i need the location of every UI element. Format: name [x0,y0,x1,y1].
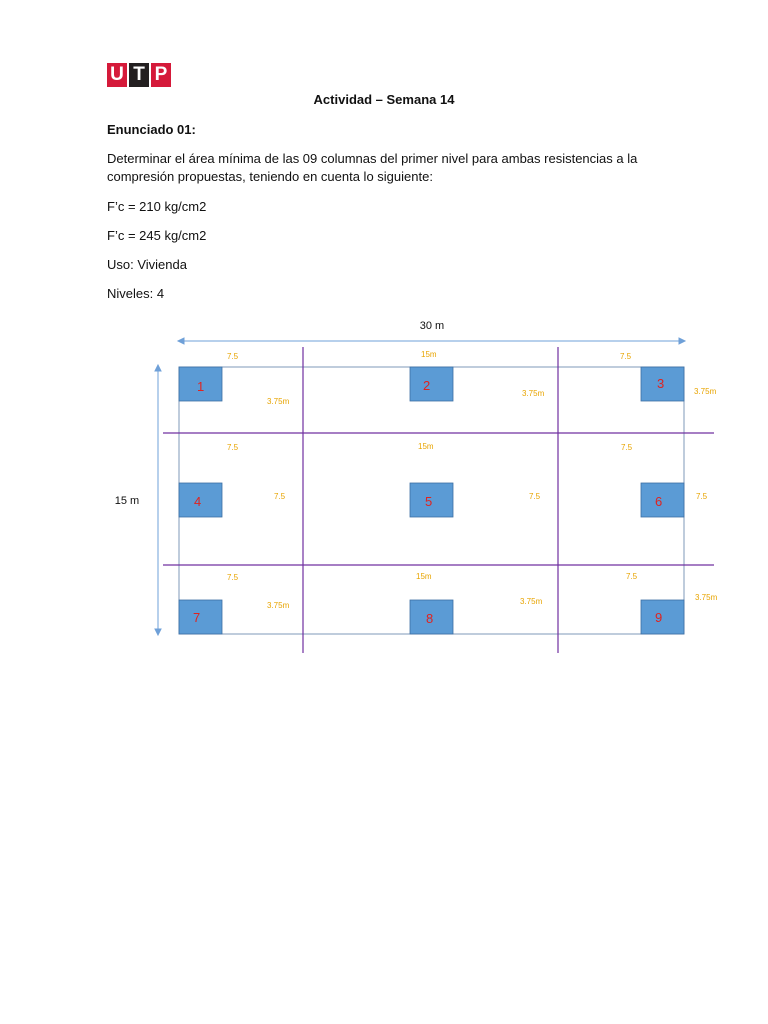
logo-letter-u: U [107,63,127,87]
statement-line-2: compresión propuestas, teniendo en cuenta lo siguiente: [107,169,433,184]
dim-bottom-center: 15m [416,572,432,581]
dim-row3-right: 3.75m [695,593,718,602]
dim-row2-left: 7.5 [274,492,286,501]
dim-mid-left: 7.5 [227,443,239,452]
column-6 [641,483,684,517]
statement-line-1: Determinar el área mínima de las 09 columnas del primer nivel para ambas resistencias a la [107,151,638,166]
width-label: 30 m [419,320,445,332]
column-number-5: 5 [425,494,433,509]
dim-row2-right: 7.5 [696,492,708,501]
dim-bottom-right: 7.5 [626,572,638,581]
column-number-3: 3 [657,376,665,391]
dim-row2-center: 7.5 [529,492,541,501]
logo-letter-t: T [129,63,149,87]
column-number-8: 8 [426,611,434,626]
dim-top-left: 7.5 [227,352,239,361]
dim-row3-center: 3.75m [520,597,543,606]
dim-mid-right: 7.5 [621,443,633,452]
column-number-9: 9 [655,610,663,625]
dim-bottom-left: 7.5 [227,573,239,582]
width-dimension-arrow [178,338,685,344]
dim-top-right: 7.5 [620,352,632,361]
param-uso: Uso: Vivienda [107,257,187,272]
column-number-7: 7 [193,610,201,625]
dim-row1-right: 3.75m [694,387,717,396]
param-fc-210: F’c = 210 kg/cm2 [107,199,207,214]
height-dimension-arrow [155,365,161,635]
height-label: 15 m [114,495,140,507]
column-2 [410,367,453,401]
dim-mid-center: 15m [418,442,434,451]
column-7 [179,600,222,634]
column-number-1: 1 [197,379,205,394]
column-number-2: 2 [423,378,431,393]
dim-row3-left: 3.75m [267,601,290,610]
section-heading: Enunciado 01: [107,122,196,137]
dim-row1-left: 3.75m [267,397,290,406]
dim-row1-center: 3.75m [522,389,545,398]
param-niveles: Niveles: 4 [107,286,165,301]
column-number-6: 6 [655,494,663,509]
dim-top-center: 15m [421,350,437,359]
column-9 [641,600,684,634]
page-title: Actividad – Semana 14 [313,92,455,107]
param-fc-245: F’c = 245 kg/cm2 [107,228,207,243]
logo-letter-p: P [151,63,171,87]
column-number-4: 4 [194,494,202,509]
